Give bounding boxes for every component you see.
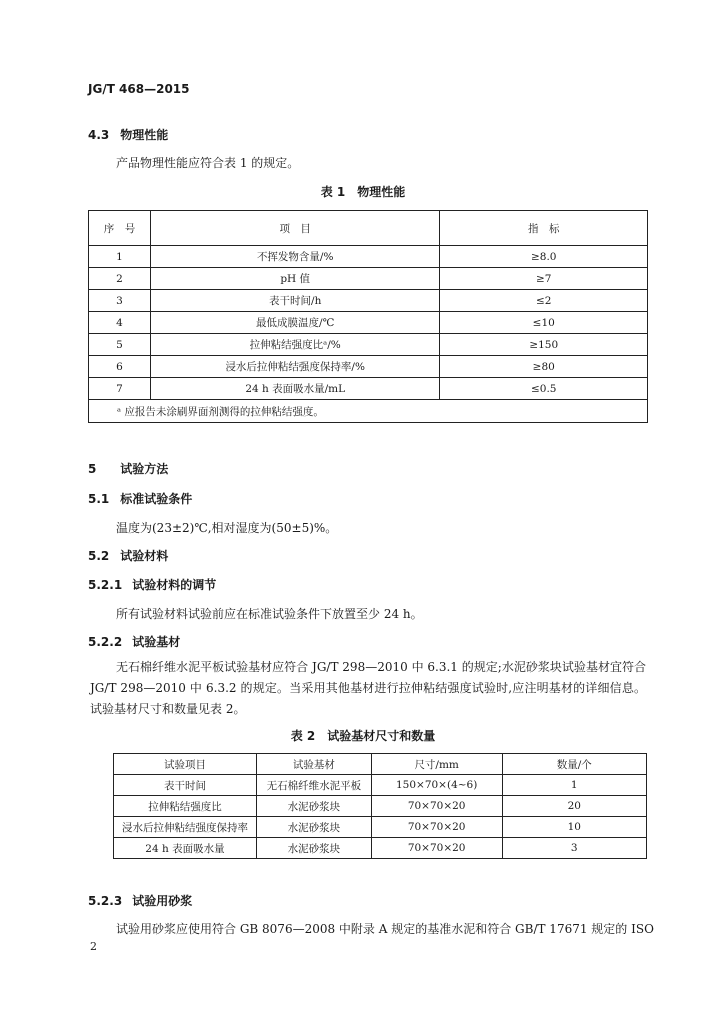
table-cell: 3 [89, 290, 151, 312]
section-number: 5.2.2 [88, 635, 123, 649]
table-cell: 20 [502, 796, 646, 817]
table-note-row [89, 400, 648, 423]
table-1-caption: 表 1 物理性能 [320, 185, 406, 199]
section-4-3-text: 产品物理性能应符合表 1 的规定。 [116, 156, 300, 170]
section-5-2-3-heading [88, 892, 192, 909]
table-cell: 水泥砂浆块 [256, 796, 371, 817]
section-title: 试验方法 [120, 462, 169, 476]
section-5-1-text: 温度为(23±2)℃,相对湿度为(50±5)%。 [116, 521, 338, 535]
table-cell: 10 [502, 817, 646, 838]
section-title: 试验用砂浆 [132, 894, 193, 908]
table-cell: 1 [89, 246, 151, 268]
section-5-2-1-text: 所有试验材料试验前应在标准试验条件下放置至少 24 h。 [116, 607, 423, 621]
table-cell: ≥8.0 [440, 246, 648, 268]
table-row [114, 817, 647, 838]
table-row [89, 246, 648, 268]
section-5-2-3-text: 试验用砂浆应使用符合 GB 8076—2008 中附录 A 规定的基准水泥和符合 GB/T 17671 规定的 ISO [116, 922, 654, 936]
table-cell: 不挥发物含量/% [150, 246, 440, 268]
table-cell: 5 [89, 334, 151, 356]
section-title: 试验基材 [132, 635, 181, 649]
table-cell: 1 [502, 775, 646, 796]
table-cell: 24 h 表面吸水量 [114, 838, 257, 859]
section-title: 试验材料 [120, 549, 169, 563]
table-footnote: ᵃ 应报告未涂刷界面剂测得的拉伸粘结强度。 [89, 400, 648, 423]
table-row [114, 838, 647, 859]
header-cell: 项 目 [150, 211, 440, 246]
table-header-row [89, 211, 648, 246]
table-cell: 表干时间 [114, 775, 257, 796]
table-cell: 70×70×20 [371, 838, 502, 859]
table-cell: 拉伸粘结强度比ᵃ/% [150, 334, 440, 356]
table-header-row [114, 754, 647, 775]
table-cell: ≥150 [440, 334, 648, 356]
table-cell: 150×70×(4~6) [371, 775, 502, 796]
header-cell: 数量/个 [502, 754, 646, 775]
section-5-2-heading [88, 547, 168, 564]
section-5-heading [88, 460, 168, 477]
table-row [114, 775, 647, 796]
section-5-1-heading [88, 490, 192, 507]
table-cell: ≥7 [440, 268, 648, 290]
section-number: 5.2.1 [88, 578, 123, 592]
section-4-3-heading [88, 126, 168, 143]
table-cell: 水泥砂浆块 [256, 817, 371, 838]
table-row [89, 378, 648, 400]
table-cell: 浸水后拉伸粘结强度保持率/% [150, 356, 440, 378]
section-title: 标准试验条件 [120, 492, 193, 506]
section-5-2-1-heading [88, 576, 216, 593]
section-5-2-2-heading [88, 633, 180, 650]
header-cell: 尺寸/mm [371, 754, 502, 775]
section-number: 5.2.3 [88, 894, 123, 908]
table-row [89, 268, 648, 290]
standard-code-header: JG/T 468—2015 [88, 82, 190, 96]
header-cell: 序 号 [89, 211, 151, 246]
table-cell: 24 h 表面吸水量/mL [150, 378, 440, 400]
section-number: 5 [88, 462, 97, 476]
table-cell: 6 [89, 356, 151, 378]
table-row [89, 334, 648, 356]
table-row [89, 312, 648, 334]
table-cell: 4 [89, 312, 151, 334]
table-row [89, 356, 648, 378]
table-cell: ≥80 [440, 356, 648, 378]
table-cell: ≤10 [440, 312, 648, 334]
section-title: 试验材料的调节 [132, 578, 217, 592]
table-cell: 2 [89, 268, 151, 290]
section-number: 5.1 [88, 492, 110, 506]
table-cell: 浸水后拉伸粘结强度保持率 [114, 817, 257, 838]
table-cell: 拉伸粘结强度比 [114, 796, 257, 817]
table-cell: 70×70×20 [371, 817, 502, 838]
table-cell: 水泥砂浆块 [256, 838, 371, 859]
table-2-caption: 表 2 试验基材尺寸和数量 [290, 729, 436, 743]
table-cell: ≤2 [440, 290, 648, 312]
page-number: 2 [90, 940, 97, 953]
table-cell: 无石棉纤维水泥平板 [256, 775, 371, 796]
table-cell: ≤0.5 [440, 378, 648, 400]
table-cell: 最低成膜温度/℃ [150, 312, 440, 334]
table-row [114, 796, 647, 817]
header-cell: 指 标 [440, 211, 648, 246]
table-cell: 70×70×20 [371, 796, 502, 817]
section-number: 5.2 [88, 549, 110, 563]
header-cell: 试验基材 [256, 754, 371, 775]
table-cell: 7 [89, 378, 151, 400]
table-cell: pH 值 [150, 268, 440, 290]
table-cell: 表干时间/h [150, 290, 440, 312]
section-number: 4.3 [88, 128, 110, 142]
table-1-physical-properties [88, 210, 648, 423]
section-5-2-2-text: 无石棉纤维水泥平板试验基材应符合 JG/T 298—2010 中 6.3.1 的规定;水泥砂浆块试验基材宜符合 JG/T 298—2010 中 6.3.2 的规定。当采用其他基材进行拉伸粘结强度试验时,应注明基材的详细信息。试验基材尺寸和数量见表 2。 [90, 660, 646, 716]
table-cell: 3 [502, 838, 646, 859]
table-2-substrate-size-quantity [113, 753, 647, 859]
section-title: 物理性能 [120, 128, 169, 142]
header-cell: 试验项目 [114, 754, 257, 775]
table-row [89, 290, 648, 312]
